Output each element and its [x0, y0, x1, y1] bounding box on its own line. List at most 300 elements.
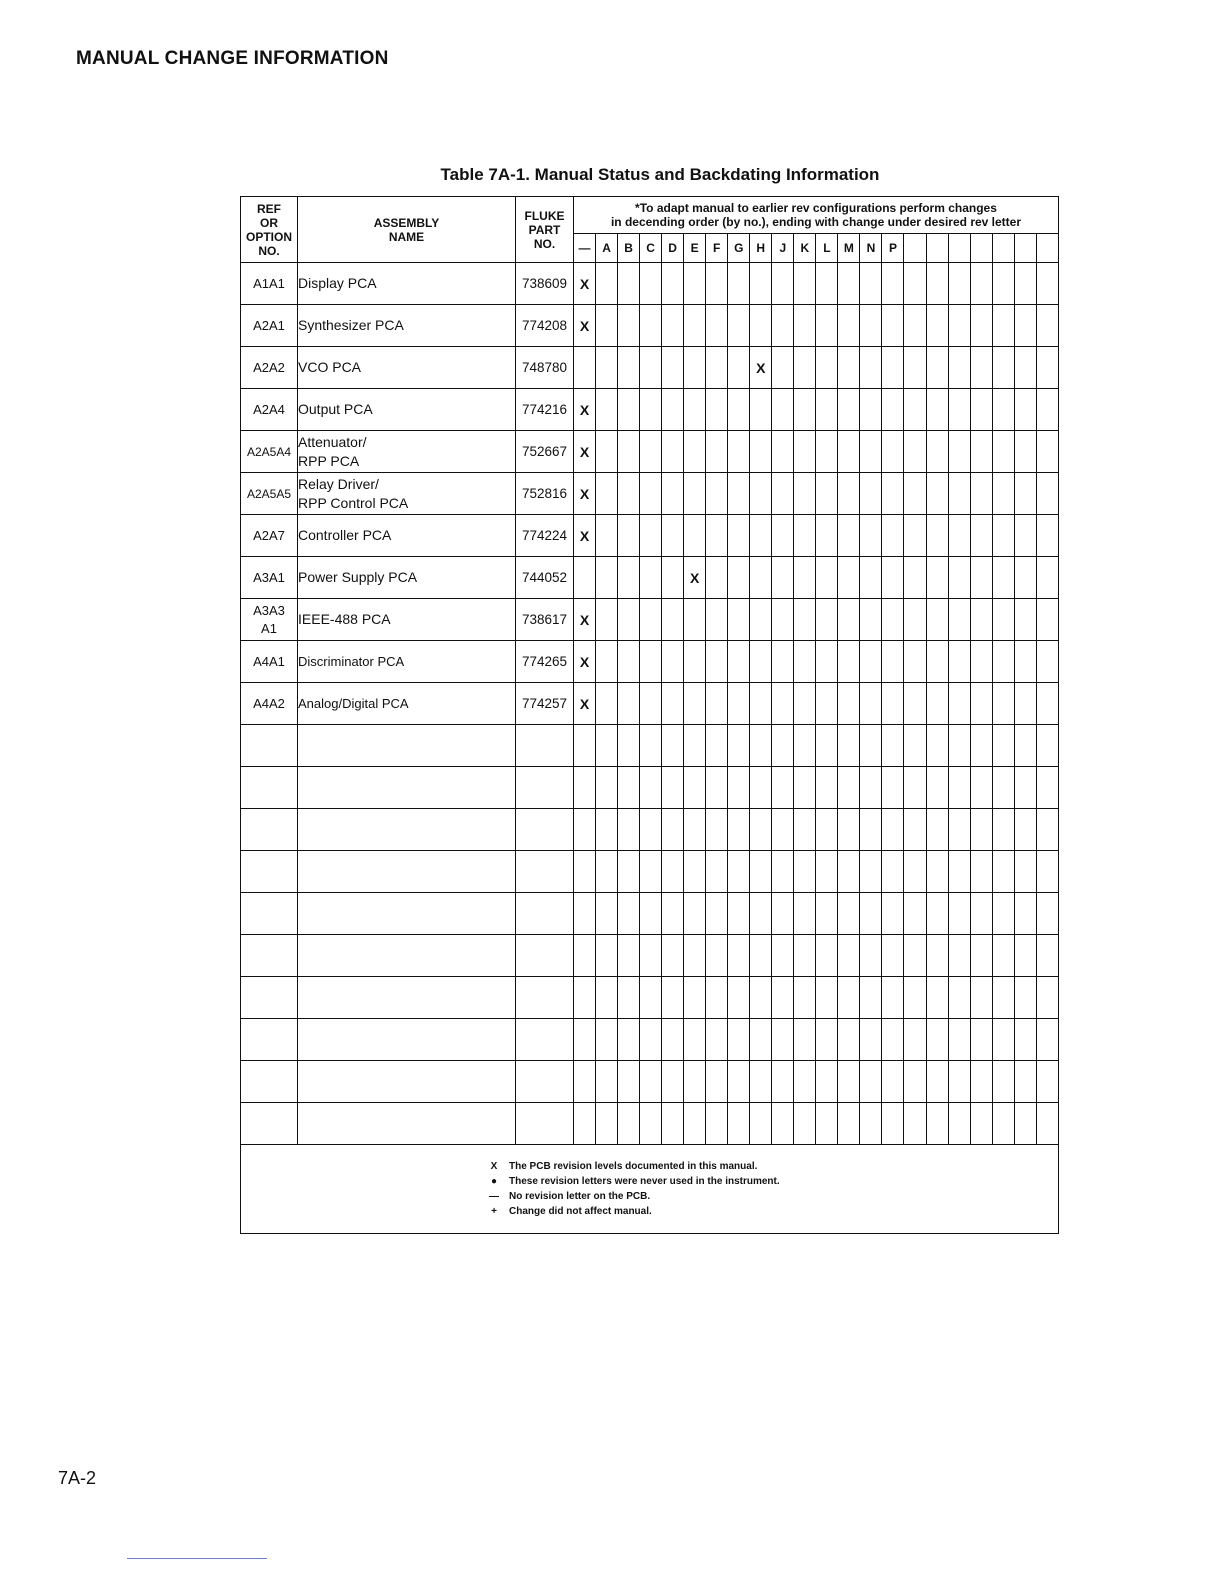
revision-letter-header: — [574, 234, 596, 263]
blank-cell [794, 935, 816, 977]
revision-cell [596, 347, 618, 389]
blank-cell [970, 809, 992, 851]
revision-cell [596, 473, 618, 515]
revision-cell [1036, 599, 1058, 641]
blank-cell [750, 767, 772, 809]
blank-cell [728, 1061, 750, 1103]
blank-cell [750, 977, 772, 1019]
revision-cell [750, 641, 772, 683]
part-number-cell: 748780 [516, 347, 574, 389]
revision-cell [926, 263, 948, 305]
blank-cell [1036, 767, 1058, 809]
blank-cell [640, 1103, 662, 1145]
blank-cell [516, 893, 574, 935]
revision-cell [618, 431, 640, 473]
revision-cell [948, 389, 970, 431]
blank-cell [596, 725, 618, 767]
blank-cell [574, 1019, 596, 1061]
blank-cell [706, 935, 728, 977]
assembly-name-cell-line: Attenuator/ [298, 433, 367, 450]
blank-cell [241, 767, 298, 809]
revision-cell [926, 431, 948, 473]
revision-cell [992, 389, 1014, 431]
revision-cell [640, 347, 662, 389]
column-header-part-no-line: NO. [533, 236, 556, 251]
blank-cell [728, 935, 750, 977]
blank-cell [662, 809, 684, 851]
blank-cell [926, 1103, 948, 1145]
column-header-revision-note [574, 197, 1059, 234]
blank-cell [684, 851, 706, 893]
assembly-name-cell [298, 431, 516, 473]
blank-cell [241, 725, 298, 767]
blank-cell [574, 893, 596, 935]
revision-cell [970, 557, 992, 599]
blank-cell [640, 767, 662, 809]
revision-cell [1014, 347, 1036, 389]
revision-cell [596, 557, 618, 599]
blank-cell [241, 1061, 298, 1103]
revision-cell [640, 305, 662, 347]
revision-cell [772, 557, 794, 599]
revision-cell [728, 389, 750, 431]
revision-cell [618, 641, 640, 683]
blank-cell [1014, 935, 1036, 977]
ref-cell: A2A5A4 [241, 431, 298, 473]
blank-cell [904, 725, 926, 767]
blank-cell [574, 809, 596, 851]
revision-cell: X [574, 515, 596, 557]
revision-cell [750, 389, 772, 431]
revision-cell [970, 389, 992, 431]
blank-cell [516, 935, 574, 977]
blank-cell [772, 767, 794, 809]
revision-cell [750, 305, 772, 347]
assembly-name-cell: Discriminator PCA [298, 641, 516, 683]
blank-cell [772, 977, 794, 1019]
revision-cell [882, 347, 904, 389]
blank-cell [904, 935, 926, 977]
blank-cell [618, 1103, 640, 1145]
part-number-cell: 744052 [516, 557, 574, 599]
revision-cell [794, 599, 816, 641]
revision-cell [970, 263, 992, 305]
revision-cell [618, 683, 640, 725]
revision-cell [684, 431, 706, 473]
revision-cell [794, 347, 816, 389]
revision-cell [860, 305, 882, 347]
revision-cell [970, 347, 992, 389]
revision-cell [838, 389, 860, 431]
revision-cell [882, 557, 904, 599]
blank-cell [794, 767, 816, 809]
blank-cell [816, 935, 838, 977]
revision-cell [1036, 473, 1058, 515]
blank-table-row [241, 1061, 1059, 1103]
revision-cell [750, 683, 772, 725]
blank-cell [948, 809, 970, 851]
blank-cell [574, 1103, 596, 1145]
table-row [241, 515, 1059, 557]
blank-cell [298, 767, 516, 809]
revision-cell [926, 305, 948, 347]
blank-cell [992, 1103, 1014, 1145]
revision-cell [992, 515, 1014, 557]
revision-cell: X [574, 389, 596, 431]
revision-cell [596, 263, 618, 305]
blank-cell [298, 725, 516, 767]
revision-cell: X [750, 347, 772, 389]
blank-cell [1036, 893, 1058, 935]
revision-cell [794, 431, 816, 473]
revision-letter-header [970, 234, 992, 263]
blank-cell [970, 767, 992, 809]
revision-cell [728, 305, 750, 347]
blank-cell [516, 1103, 574, 1145]
blank-cell [618, 809, 640, 851]
blank-cell [838, 1019, 860, 1061]
blank-cell [992, 1061, 1014, 1103]
blank-cell [882, 1061, 904, 1103]
blank-cell [618, 851, 640, 893]
blank-cell [882, 851, 904, 893]
column-header-ref-line: NO. [258, 243, 280, 258]
assembly-name-cell: Synthesizer PCA [298, 305, 516, 347]
column-header-ref-line: OPTION [245, 229, 292, 244]
legend-text: No revision letter on the PCB. [509, 1191, 651, 1202]
blank-cell [662, 893, 684, 935]
blank-cell [992, 977, 1014, 1019]
revision-cell [618, 389, 640, 431]
revision-cell [640, 683, 662, 725]
blank-cell [948, 977, 970, 1019]
blank-cell [662, 851, 684, 893]
revision-cell [838, 305, 860, 347]
ref-cell: A2A1 [241, 305, 298, 347]
revision-letter-header: H [750, 234, 772, 263]
revision-cell [684, 515, 706, 557]
revision-cell [926, 557, 948, 599]
blank-cell [816, 1061, 838, 1103]
blank-cell [728, 893, 750, 935]
blank-cell [860, 893, 882, 935]
revision-cell [772, 683, 794, 725]
revision-cell [772, 473, 794, 515]
blank-cell [662, 1019, 684, 1061]
revision-cell [882, 599, 904, 641]
blank-cell [882, 893, 904, 935]
blank-table-row [241, 935, 1059, 977]
revision-cell [596, 683, 618, 725]
blank-cell [574, 851, 596, 893]
blank-cell [926, 977, 948, 1019]
revision-cell [992, 305, 1014, 347]
revision-cell [728, 515, 750, 557]
revision-cell [662, 473, 684, 515]
column-header-ref [241, 197, 298, 263]
blank-cell [640, 851, 662, 893]
revision-cell [728, 599, 750, 641]
revision-note-line: *To adapt manual to earlier rev configurations perform changes [635, 201, 997, 215]
revision-cell [970, 515, 992, 557]
blank-cell [794, 977, 816, 1019]
blank-cell [860, 1019, 882, 1061]
revision-cell [794, 473, 816, 515]
blank-cell [596, 1019, 618, 1061]
blank-cell [750, 1103, 772, 1145]
revision-cell [618, 599, 640, 641]
blank-cell [1036, 1061, 1058, 1103]
blank-cell [684, 893, 706, 935]
blank-cell [1036, 851, 1058, 893]
blank-cell [596, 1103, 618, 1145]
blank-cell [992, 809, 1014, 851]
blank-cell [298, 809, 516, 851]
revision-cell: X [574, 683, 596, 725]
blank-cell [926, 767, 948, 809]
page-header-title: MANUAL CHANGE INFORMATION [76, 48, 389, 69]
revision-cell [640, 431, 662, 473]
blank-cell [298, 1061, 516, 1103]
blank-cell [241, 1019, 298, 1061]
blank-cell [1014, 977, 1036, 1019]
ref-cell: A1A1 [241, 263, 298, 305]
blank-cell [882, 1103, 904, 1145]
assembly-name-cell-line: RPP PCA [298, 452, 360, 469]
blank-cell [772, 1103, 794, 1145]
revision-cell [992, 599, 1014, 641]
blank-table-row [241, 851, 1059, 893]
revision-cell [816, 641, 838, 683]
table-row [241, 431, 1059, 473]
blank-cell [618, 893, 640, 935]
revision-cell [926, 473, 948, 515]
revision-cell [970, 683, 992, 725]
revision-cell [816, 599, 838, 641]
revision-cell [970, 599, 992, 641]
legend-item [479, 1159, 1058, 1174]
revision-cell [904, 263, 926, 305]
revision-cell [640, 641, 662, 683]
blank-cell [772, 1019, 794, 1061]
revision-cell [860, 557, 882, 599]
blank-cell [860, 1061, 882, 1103]
revision-cell [728, 557, 750, 599]
blank-cell [1014, 809, 1036, 851]
revision-cell [618, 305, 640, 347]
revision-cell [860, 431, 882, 473]
blank-cell [948, 1103, 970, 1145]
blank-cell [1014, 1103, 1036, 1145]
blank-cell [794, 1061, 816, 1103]
blank-cell [882, 977, 904, 1019]
revision-letter-header: B [618, 234, 640, 263]
blank-cell [1036, 725, 1058, 767]
revision-cell [1036, 389, 1058, 431]
revision-cell [596, 305, 618, 347]
revision-cell [904, 389, 926, 431]
blank-cell [772, 1061, 794, 1103]
revision-cell [948, 557, 970, 599]
blank-cell [241, 893, 298, 935]
blank-cell [794, 851, 816, 893]
blank-cell [618, 767, 640, 809]
revision-cell [904, 347, 926, 389]
blank-cell [750, 935, 772, 977]
page-number: 7A-2 [58, 1468, 97, 1488]
column-header-part-no [516, 197, 574, 263]
revision-cell [948, 347, 970, 389]
blank-cell [926, 809, 948, 851]
revision-cell [662, 683, 684, 725]
blank-cell [706, 1061, 728, 1103]
revision-cell [992, 557, 1014, 599]
revision-cell [860, 263, 882, 305]
blank-cell [948, 1019, 970, 1061]
blank-cell [772, 851, 794, 893]
assembly-name-cell: IEEE-488 PCA [298, 599, 516, 641]
revision-cell [926, 389, 948, 431]
blank-cell [728, 767, 750, 809]
revision-cell [750, 599, 772, 641]
revision-cell [1014, 263, 1036, 305]
revision-cell [948, 515, 970, 557]
blank-cell [992, 935, 1014, 977]
blank-cell [838, 1103, 860, 1145]
blank-cell [948, 893, 970, 935]
blank-cell [596, 809, 618, 851]
revision-cell [882, 263, 904, 305]
revision-cell [948, 683, 970, 725]
revision-cell [684, 263, 706, 305]
blank-cell [794, 809, 816, 851]
revision-letter-header [948, 234, 970, 263]
part-number-cell: 738609 [516, 263, 574, 305]
blank-cell [992, 893, 1014, 935]
revision-cell: X [574, 599, 596, 641]
blank-cell [662, 725, 684, 767]
blank-cell [574, 977, 596, 1019]
blank-cell [706, 851, 728, 893]
blank-cell [728, 977, 750, 1019]
revision-cell [772, 347, 794, 389]
revision-cell [948, 473, 970, 515]
revision-cell [1036, 263, 1058, 305]
blank-cell [970, 725, 992, 767]
blank-cell [860, 977, 882, 1019]
revision-cell [860, 347, 882, 389]
revision-cell [904, 431, 926, 473]
revision-cell [640, 515, 662, 557]
revision-cell [706, 515, 728, 557]
revision-cell [838, 599, 860, 641]
column-header-assembly-name [298, 197, 516, 263]
revision-cell [662, 599, 684, 641]
column-header-part-no-line: PART [528, 222, 561, 237]
blank-cell [596, 893, 618, 935]
revision-cell [1036, 347, 1058, 389]
blank-cell [904, 1061, 926, 1103]
ref-cell: A2A5A5 [241, 473, 298, 515]
blank-cell [992, 725, 1014, 767]
revision-cell [948, 641, 970, 683]
revision-cell [904, 641, 926, 683]
revision-cell [1014, 599, 1036, 641]
revision-cell [772, 641, 794, 683]
revision-cell [618, 263, 640, 305]
blank-cell [838, 851, 860, 893]
blank-cell [838, 935, 860, 977]
revision-cell [640, 557, 662, 599]
blank-cell [860, 809, 882, 851]
table-row [241, 557, 1059, 599]
blank-cell [241, 935, 298, 977]
revision-cell [816, 515, 838, 557]
blank-cell [662, 977, 684, 1019]
assembly-name-cell: Analog/Digital PCA [298, 683, 516, 725]
revision-cell [596, 641, 618, 683]
assembly-name-cell-line: RPP Control PCA [298, 494, 409, 511]
blank-cell [298, 977, 516, 1019]
part-number-cell: 774216 [516, 389, 574, 431]
blank-cell [992, 851, 1014, 893]
blank-cell [728, 725, 750, 767]
blank-cell [926, 1019, 948, 1061]
blank-cell [1036, 977, 1058, 1019]
assembly-name-cell [298, 473, 516, 515]
revision-cell [618, 515, 640, 557]
revision-cell [772, 599, 794, 641]
blank-cell [1014, 1019, 1036, 1061]
revision-cell [596, 431, 618, 473]
revision-cell [1014, 305, 1036, 347]
revision-letter-header [992, 234, 1014, 263]
revision-cell [684, 599, 706, 641]
ref-cell: A2A7 [241, 515, 298, 557]
part-number-cell: 774208 [516, 305, 574, 347]
revision-cell [970, 431, 992, 473]
blank-cell [948, 851, 970, 893]
table-row [241, 641, 1059, 683]
blank-cell [516, 1019, 574, 1061]
blank-cell [816, 767, 838, 809]
blank-cell [640, 1061, 662, 1103]
blank-cell [706, 767, 728, 809]
blank-cell [662, 767, 684, 809]
ref-cell: A2A2 [241, 347, 298, 389]
revision-letter-header: J [772, 234, 794, 263]
blank-cell [298, 1019, 516, 1061]
revision-cell [838, 263, 860, 305]
revision-cell [816, 389, 838, 431]
ref-cell: A4A1 [241, 641, 298, 683]
blank-cell [596, 977, 618, 1019]
legend-symbol: ● [490, 1176, 498, 1187]
revision-cell [706, 641, 728, 683]
part-number-cell: 774265 [516, 641, 574, 683]
blank-table-row [241, 977, 1059, 1019]
blank-cell [516, 1061, 574, 1103]
blank-cell [684, 977, 706, 1019]
blank-cell [618, 725, 640, 767]
blank-cell [838, 725, 860, 767]
revision-cell [904, 683, 926, 725]
blank-cell [882, 935, 904, 977]
assembly-name-cell: Power Supply PCA [298, 557, 516, 599]
blank-cell [970, 1061, 992, 1103]
blank-cell [750, 809, 772, 851]
blank-cell [904, 1019, 926, 1061]
